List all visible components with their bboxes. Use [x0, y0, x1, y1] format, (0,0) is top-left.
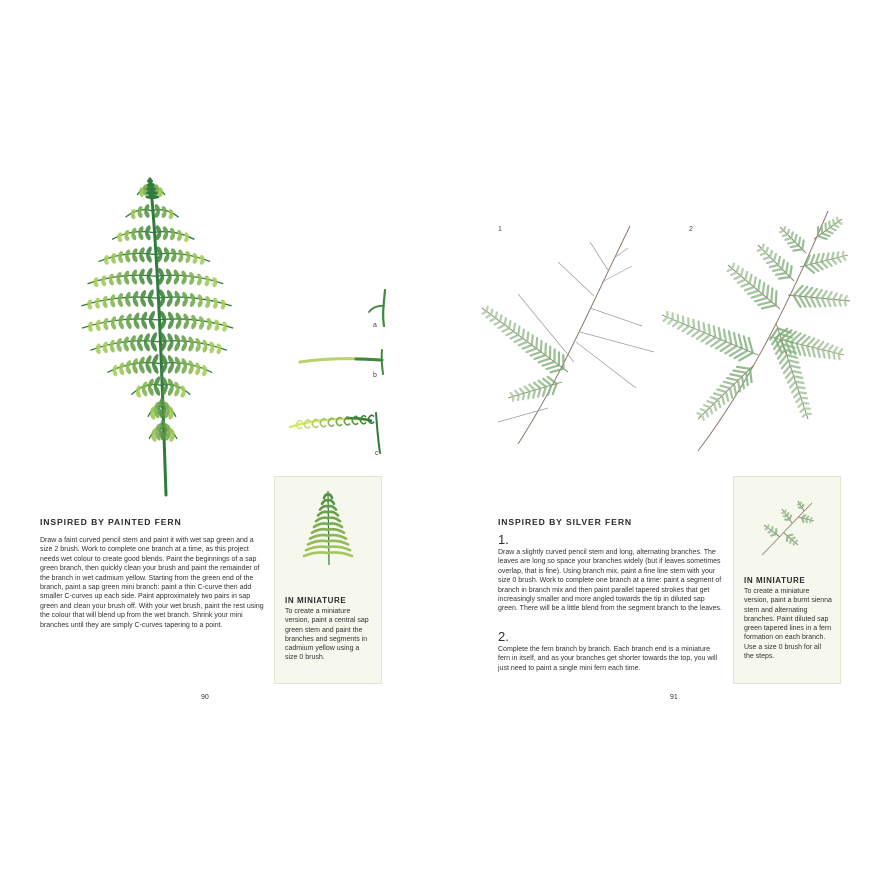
- painted-fern-body: Draw a faint curved pencil stem and paint it with wet sap green and a size 2 brush. Work to complete one branch at a time, as this project needs wet colour to create good blends. Paint the beginnings of a sap green branch, then quickly clean your brush and paint the remainder of the branch in wet cadmium yellow. Starting from the green end of the branch, paint a sap green mini branch: paint a thin C-curve then add smaller C-curves up each side. Paint approximately two pairs in sap green and clean your brush off. With your wet brush, paint the rest using the colour that will blend up from the wet branch. Shrink your mini branches until they are simply C-curves tapering to a point.: [40, 537, 264, 629]
- step-label-b: b: [373, 372, 377, 379]
- page-number-left: 90: [201, 694, 209, 701]
- silver-fern-step1-illustration: [478, 222, 658, 452]
- miniature-fern-icon: [298, 489, 358, 569]
- silver-fern-miniature-panel: [733, 476, 841, 684]
- painted-fern-illustration: [40, 175, 270, 505]
- miniature-text: To create a miniature version, paint a burnt sienna stem and alternating branches. Paint diluted sap green tapered lines in a fern formation on each branch. Use a size 0 brush for all the steps.: [744, 588, 832, 661]
- painted-fern-heading: INSPIRED BY PAINTED FERN: [40, 517, 182, 527]
- figure-label-1: 1: [498, 226, 502, 233]
- step-1-number: 1.: [498, 532, 509, 547]
- miniature-text: To create a miniature version, paint a central sap green stem and paint the branches and segments in cadmium yellow using a size 0 brush.: [285, 608, 369, 662]
- miniature-title: IN MINIATURE: [744, 576, 806, 585]
- miniature-silver-fern-icon: [758, 499, 818, 559]
- miniature-title: IN MINIATURE: [285, 596, 347, 605]
- figure-label-2: 2: [689, 226, 693, 233]
- silver-fern-step2-illustration: [658, 205, 858, 465]
- silver-fern-heading: INSPIRED BY SILVER FERN: [498, 517, 633, 527]
- step-2-number: 2.: [498, 629, 509, 644]
- page-number-right: 91: [670, 694, 678, 701]
- step-label-c: c: [375, 450, 379, 457]
- step-c-illustration: [286, 405, 386, 455]
- step-2-text: Complete the fern branch by branch. Each branch end is a miniature fern in itself, and as your branches get shorter towards the top, you will just need to paint a single mini fern each time.: [498, 646, 718, 672]
- step-1-text: Draw a slightly curved pencil stem and long, alternating branches. The leaves are long so space your branches widely (but if leaves sometimes overlap, that is fine). Using branch mix, paint a fine line stem with your size 0 brush. Work to complete one branch at a time: paint a segment of branch in branch mix and then paint parallel tapered strokes that get increasingly smaller and more angled towards the tip in diluted sap green. There will be a little blend from the segment branch to the leaves.: [498, 549, 722, 613]
- painted-fern-miniature-panel: [274, 476, 382, 684]
- step-label-a: a: [373, 322, 377, 329]
